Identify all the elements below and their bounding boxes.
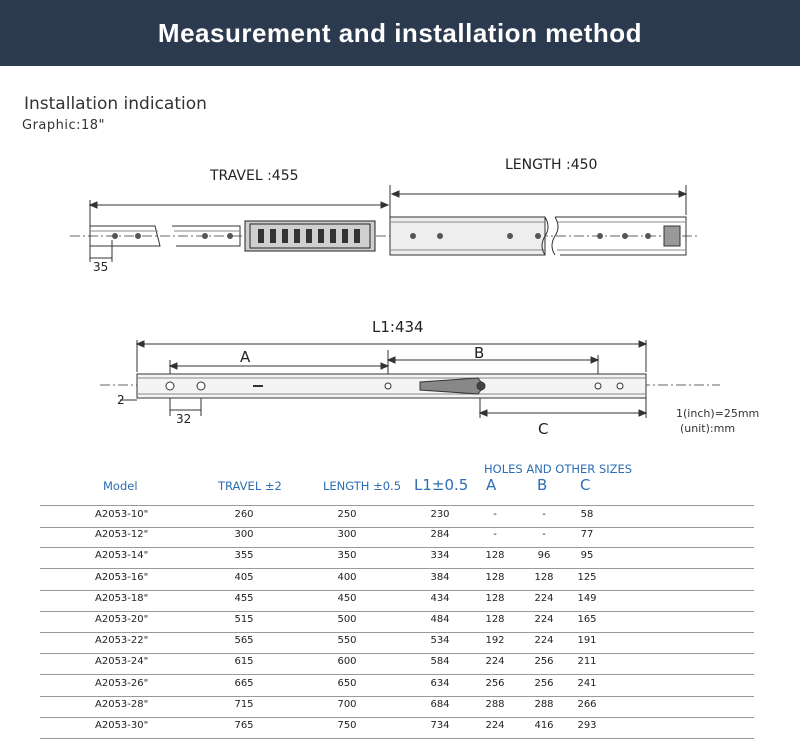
travel-label: TRAVEL :455 (210, 168, 299, 184)
cell-l1: 684 (430, 698, 450, 710)
cell-a: 224 (485, 656, 505, 668)
col-l1-header: L1±0.5 (414, 476, 469, 494)
cell-travel: 355 (234, 550, 254, 562)
cell-c: 191 (577, 635, 597, 647)
cell-c: 149 (577, 592, 597, 604)
table-row (40, 547, 754, 569)
cell-model: A2053-30" (95, 720, 149, 731)
cell-a: 128 (485, 592, 505, 604)
cell-b: 224 (534, 592, 554, 604)
cell-length: 250 (337, 509, 357, 520)
cell-b: 256 (534, 677, 554, 689)
cell-c: 125 (577, 571, 597, 583)
cell-a: 128 (485, 550, 505, 562)
cell-c: 58 (580, 509, 594, 520)
hole-spacing-label: 32 (176, 412, 192, 426)
cell-length: 700 (337, 698, 357, 710)
cell-travel: 260 (234, 509, 254, 520)
col-travel-header: TRAVEL ±2 (218, 479, 282, 493)
cell-a: 192 (485, 635, 505, 647)
cell-a: 288 (485, 698, 505, 710)
cell-length: 300 (337, 529, 357, 541)
cell-b: 256 (534, 656, 554, 668)
dimension-a-label: A (240, 348, 251, 366)
table-row (40, 675, 754, 697)
dimension-c-label: C (538, 420, 549, 438)
table-row (40, 696, 754, 718)
edge-dimension-label: 2 (117, 393, 125, 407)
l1-label: L1:434 (372, 318, 424, 336)
cell-l1: 384 (430, 571, 450, 583)
cell-model: A2053-14" (95, 550, 149, 562)
cell-a: 128 (485, 571, 505, 583)
cell-c: 241 (577, 677, 597, 689)
cell-l1: 434 (430, 592, 450, 604)
dimension-b-label: B (474, 344, 485, 362)
cell-b: 224 (534, 614, 554, 625)
cell-l1: 534 (430, 635, 450, 647)
cell-travel: 765 (234, 720, 254, 731)
cell-travel: 515 (234, 614, 254, 625)
cell-b: - (542, 509, 546, 520)
cell-b: - (542, 529, 546, 541)
cell-model: A2053-24" (95, 656, 149, 668)
cell-a: 256 (485, 677, 505, 689)
cell-a: - (493, 509, 497, 520)
table-row (40, 526, 754, 548)
table-row (40, 611, 754, 633)
cell-c: 165 (577, 614, 597, 625)
cell-model: A2053-28" (95, 698, 149, 710)
cell-a: 224 (485, 720, 505, 731)
cell-l1: 230 (430, 509, 450, 520)
cell-b: 288 (534, 698, 554, 710)
col-c-header: C (580, 476, 591, 494)
inch-conversion: 1(inch)=25mm (676, 407, 760, 420)
unit-note: (unit):mm (680, 422, 736, 435)
cell-l1: 734 (430, 720, 450, 731)
installation-title: Installation indication (24, 94, 207, 114)
cell-model: A2053-12" (95, 529, 149, 541)
banner-title: Measurement and installation method (157, 17, 643, 48)
cell-a: 128 (485, 614, 505, 625)
cell-length: 400 (337, 571, 357, 583)
cell-travel: 665 (234, 677, 254, 689)
cell-travel: 300 (234, 529, 254, 541)
cell-model: A2053-20" (95, 614, 149, 625)
installation-graphic-size: Graphic:18" (22, 118, 106, 133)
cell-length: 450 (337, 592, 357, 604)
cell-travel: 715 (234, 698, 254, 710)
holes-header: HOLES AND OTHER SIZES (484, 462, 633, 476)
cell-l1: 484 (430, 614, 450, 625)
col-model-header: Model (103, 479, 138, 493)
col-length-header: LENGTH ±0.5 (323, 479, 402, 493)
cell-l1: 634 (430, 677, 450, 689)
table-row (40, 569, 754, 591)
cell-length: 350 (337, 550, 357, 562)
table-row (40, 590, 754, 612)
cell-travel: 565 (234, 635, 254, 647)
cell-b: 224 (534, 635, 554, 647)
offset-dimension-label: 35 (93, 260, 109, 274)
cell-c: 211 (577, 656, 597, 668)
cell-travel: 615 (234, 656, 254, 668)
cell-c: 293 (577, 720, 597, 731)
cell-c: 266 (577, 698, 597, 710)
col-a-header: A (486, 476, 497, 494)
cell-l1: 284 (430, 529, 450, 541)
cell-l1: 334 (430, 550, 450, 562)
cell-length: 650 (337, 677, 357, 689)
table-row (40, 653, 754, 675)
cell-length: 550 (337, 635, 357, 647)
cell-c: 77 (580, 529, 594, 541)
cell-model: A2053-26" (95, 677, 149, 689)
cell-model: A2053-16" (95, 571, 149, 583)
length-label: LENGTH :450 (505, 157, 598, 173)
cell-l1: 584 (430, 656, 450, 668)
cell-model: A2053-22" (95, 635, 149, 647)
units-note (676, 406, 759, 436)
table-row (40, 717, 754, 739)
cell-b: 96 (537, 550, 551, 562)
table-row (40, 632, 754, 654)
cell-length: 500 (337, 614, 357, 625)
cell-length: 600 (337, 656, 357, 668)
cell-model: A2053-18" (95, 592, 149, 604)
cell-travel: 405 (234, 571, 254, 583)
cell-c: 95 (580, 550, 594, 562)
cell-b: 128 (534, 571, 554, 583)
cell-travel: 455 (234, 592, 254, 604)
col-b-header: B (537, 476, 548, 494)
table-row (40, 505, 754, 528)
cell-a: - (493, 529, 497, 541)
cell-length: 750 (337, 720, 357, 731)
cell-model: A2053-10" (95, 509, 149, 520)
cell-b: 416 (534, 720, 554, 731)
